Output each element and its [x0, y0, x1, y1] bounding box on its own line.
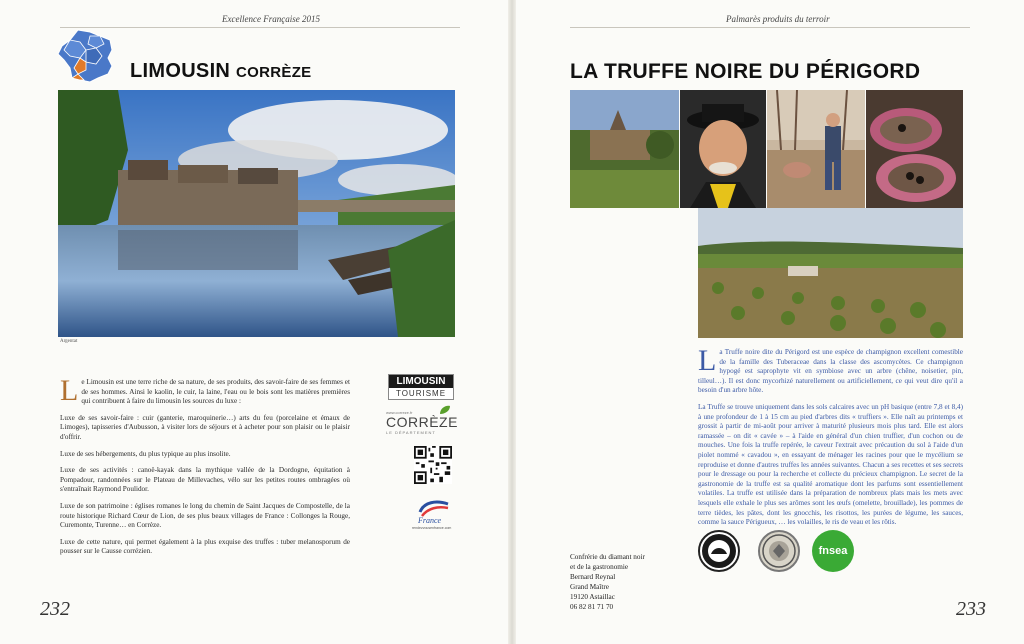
contact-line-2: et de la gastronomie [570, 563, 629, 571]
fnsea-logo-text: fnsea [818, 545, 848, 557]
confrerie-seal-logo [698, 530, 740, 572]
paragraph-1: e Limousin est une terre riche de sa nature, de ses produits, des savoir-faire de ses femmes et de ses hommes. Ainsi le kaolin, le cuir, la laine, l'eau ou le bois sont les matières premières qui contribuent à faire du limousin les sources du luxe : [81, 378, 350, 406]
title-correze: CORRÈZE [236, 64, 312, 81]
paragraph-4: Luxe de ses activités : canoë-kayak dans la mythique vallée de la Dordogne, équitation à Pompadour, randonnées sur le Plateau de Millevaches, vélo sur les petites routes ombragées où s'entraînait Raymond Poulidor. [60, 466, 350, 494]
france-logo-text: France [418, 516, 442, 525]
page-number-right: 233 [956, 598, 986, 620]
correze-subtitle: LE DÉPARTEMENT [386, 429, 436, 435]
page-title-limousin [130, 60, 311, 83]
contact-line-5: 19120 Astaillac [570, 593, 615, 601]
contact-line-4: Grand Maître [570, 583, 609, 591]
contact-line-3: Bernard Reynal [570, 573, 616, 581]
correze-url: www.correze.fr [386, 409, 413, 415]
leaf-icon [438, 404, 452, 416]
photo-caption: Argentat [60, 339, 78, 344]
running-rule-left [60, 27, 460, 28]
truffle-baskets-photo [866, 90, 963, 208]
confrerie-seal-icon [700, 532, 738, 570]
truffle-paragraph-1: a Truffe noire dite du Périgord est une espèce de champignon excellent comestible de la famille des Tuberaceae dans la classe des ascomycètes. Ce champignon hypogé est saprophyte vit en symbiose avec un arbre (chêne, noisetier, pin, tilleul…). Il est donc mycorhizé naturellement ou artificiellement, ce qui veut dire qu'il a besoin d'un arbre hôte. [698, 348, 963, 395]
dropcap-l: L [60, 374, 79, 407]
truffle-paragraph-intro [698, 344, 963, 396]
title-limousin: LIMOUSIN [130, 60, 231, 82]
right-page [512, 0, 1024, 644]
dropcap-l-right: L [698, 344, 717, 377]
argentat-village-photo [58, 90, 455, 337]
running-rule-right [570, 27, 970, 28]
fnsea-logo [812, 530, 854, 572]
left-body-text [60, 374, 350, 564]
page-title-truffe: LA TRUFFE NOIRE DU PÉRIGORD [570, 60, 921, 83]
paragraph-2: Luxe de ses savoir-faire : cuir (ganterie, maroquinerie…) arts du feu (porcelaine et émaux de Limoges), tapisseries d'Aubusson, à visiter lors de séjours et à acheter pour son plaisir ou le plaisir d'offrir. [60, 413, 350, 441]
paragraph-intro [60, 374, 350, 407]
running-head-left: Excellence Française 2015 [222, 14, 320, 24]
medal-seal-logo [758, 530, 800, 572]
truffle-brotherhood-man-photo [680, 90, 766, 208]
page-number-left: 232 [40, 598, 70, 620]
paragraph-6: Luxe de cette nature, qui permet également à la plus exquise des truffes : tuber melanosporum de pousser sur le Causse corrézien. [60, 537, 350, 556]
paragraph-5: Luxe de son patrimoine : églises romanes le long du chemin de Saint Jacques de Compostelle, de la route historique Richard Cœur de Lion, de ses plus beaux villages de France : Collonges la Rouge, Curemonte, Turenne… en Corrèze. [60, 501, 350, 530]
tourisme-logo-text: TOURISME [395, 389, 447, 398]
right-body-text [698, 344, 963, 535]
france-map-icon [56, 28, 116, 84]
correze-logo-text: CORRÈZE [386, 413, 458, 430]
france-url: rendezvousenfrance.com [412, 526, 452, 530]
truffle-paragraph-2: La Truffe se trouve uniquement dans les sols calcaires avec un pH basique (entre 7,8 et 8,4) à une profondeur de 1 à 15 cm au pied d'arbres dits « truffiers ». Elle naît au printemps et grossit à partir de mi-août pour arriver à maturité plusieurs mois plus tard. Elle est alors ramassée – on dit « cavée » – à l'aide en général d'un chien truffier, d'un cochon ou de mouches. Une fois la truffe repérée, le caveur l'extrait avec précaution du sol à l'aide d'un piolet nommé « cavadou », en essayant de ménager les racines pour que le mycélium se reproduise et donne d'autres truffes les années suivantes. Chacun a ses recettes et ses secrets pour le dressage ou pour la recherche et collecte du précieux champignon. Le secret de la gastronomie de la truffe est sa qualité aromatique dont les parfums sont essentiellement volatiles. La truffe est utilisée dans la préparation de nombreux plats mais les mets avec lesquels elle exhale le plus ses arômes sont les œufs (omelette, brouillade), les pommes de terre tièdes, les pâtes, dont les gnocchis, les risottos, les purées de légume, les sauces, comme la sauce Périgueux, … les volailles, le ris de veau et les rôtis. [698, 402, 963, 527]
contact-line-6: 06 82 81 71 70 [570, 603, 614, 611]
contact-line-1: Confrérie du diamant noir [570, 553, 645, 561]
limousin-logo-text: LIMOUSIN [389, 375, 453, 388]
limousin-tourisme-logo [388, 374, 454, 400]
running-head-right: Palmarès produits du terroir [726, 14, 830, 24]
truffle-orchard-photo [698, 208, 963, 338]
perigord-village-photo [570, 90, 679, 208]
qr-code[interactable] [414, 446, 452, 484]
truffle-hunter-pig-photo [767, 90, 865, 208]
medal-seal-icon [760, 532, 798, 570]
contact-block [570, 552, 645, 612]
paragraph-3: Luxe de ses hébergements, du plus typique au plus insolite. [60, 449, 231, 458]
